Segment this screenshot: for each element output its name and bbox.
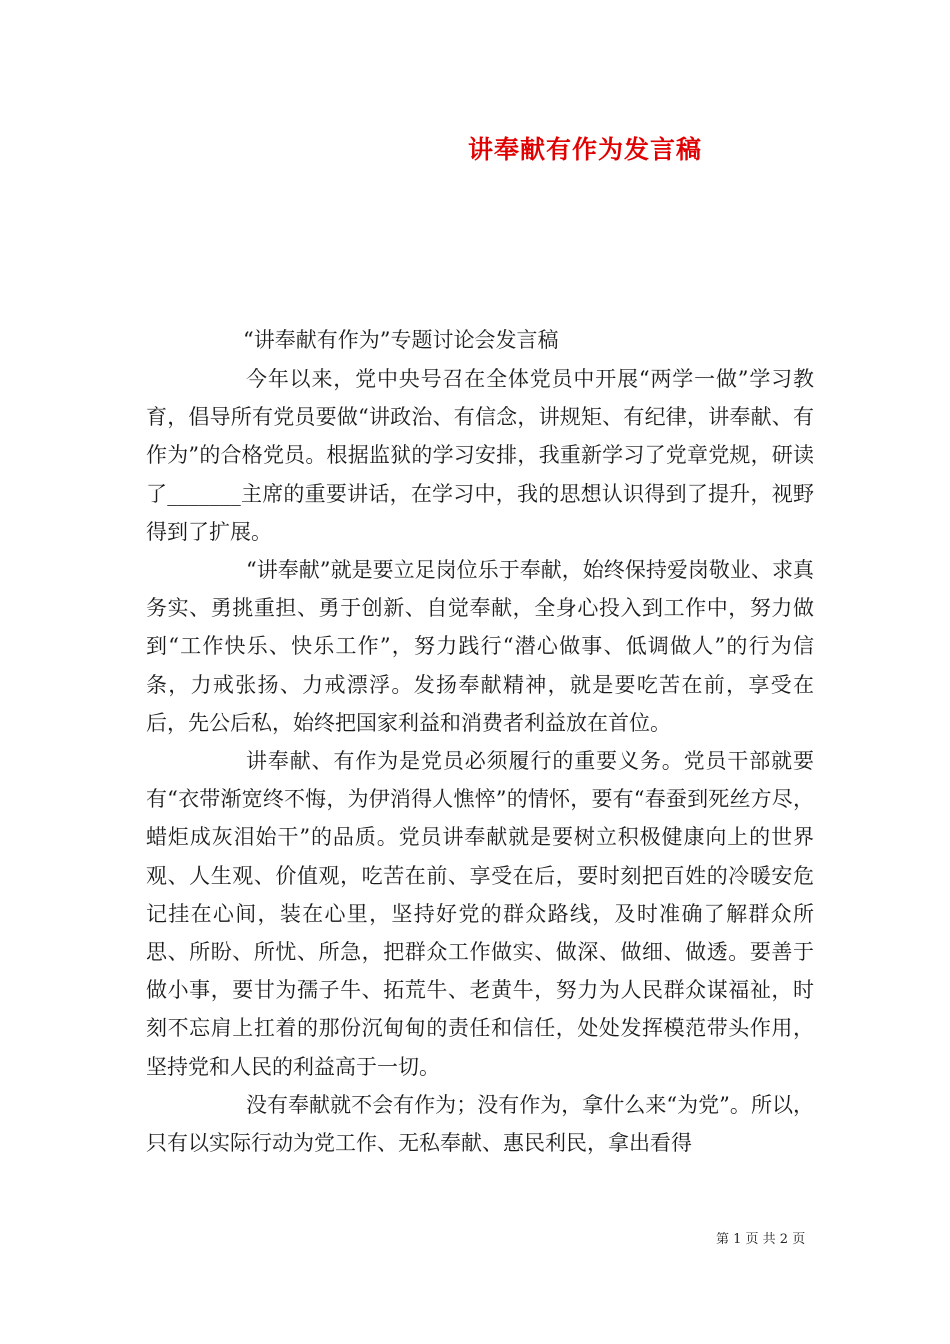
document-subtitle: “讲奉献有作为”专题讨论会发言稿 (243, 328, 559, 352)
paragraph-1: 今年以来，党中央号召在全体党员中开展“两学一做”学习教育，倡导所有党员要做“讲政治、有信念，讲规矩、有纪律，讲奉献、有作为”的合格党员。根据监狱的学习安排，我重新学习了党章党规，研读了_______主席的重要讲话，在学习中，我的思想认识得到了提升，视野得到了扩展。 (146, 367, 814, 544)
paragraph-3: 讲奉献、有作为是党员必须履行的重要义务。党员干部就要有“衣带渐宽终不悔，为伊消得人憔悴”的情怀，要有“春蚕到死丝方尽，蜡炬成灰泪始干”的品质。党员讲奉献就是要树立积极健康向上的世界观、人生观、价值观，吃苦在前、享受在后，要时刻把百姓的冷暖安危记挂在心间，装在心里，坚持好党的群众路线，及时准确了解群众所思、所盼、所忧、所急，把群众工作做实、做深、做细、做透。要善于做小事，要甘为孺子牛、拓荒牛、老黄牛，努力为人民群众谋福祉，时刻不忘肩上扛着的那份沉甸甸的责任和信任，处处发挥模范带头作用，坚持党和人民的利益高于一切。 (146, 749, 814, 1079)
paragraph-4: 没有奉献就不会有作为；没有作为，拿什么来“为党”。所以，只有以实际行动为党工作、无私奉献、惠民利民，拿出看得 (146, 1092, 814, 1156)
page-number-footer: 第 1 页 共 2 页 (716, 1232, 806, 1247)
page-title: 讲奉献有作为发言稿 (467, 135, 702, 164)
paragraph-2: “讲奉献”就是要立足岗位乐于奉献，始终保持爱岗敬业、求真务实、勇挑重担、勇于创新、自觉奉献，全身心投入到工作中，努力做到“工作快乐、快乐工作”，努力践行“潜心做事、低调做人”的行为信条，力戒张扬、力戒漂浮。发扬奉献精神，就是要吃苦在前，享受在后，先公后私，始终把国家利益和消费者利益放在首位。 (146, 558, 814, 735)
document-body (146, 360, 814, 1162)
